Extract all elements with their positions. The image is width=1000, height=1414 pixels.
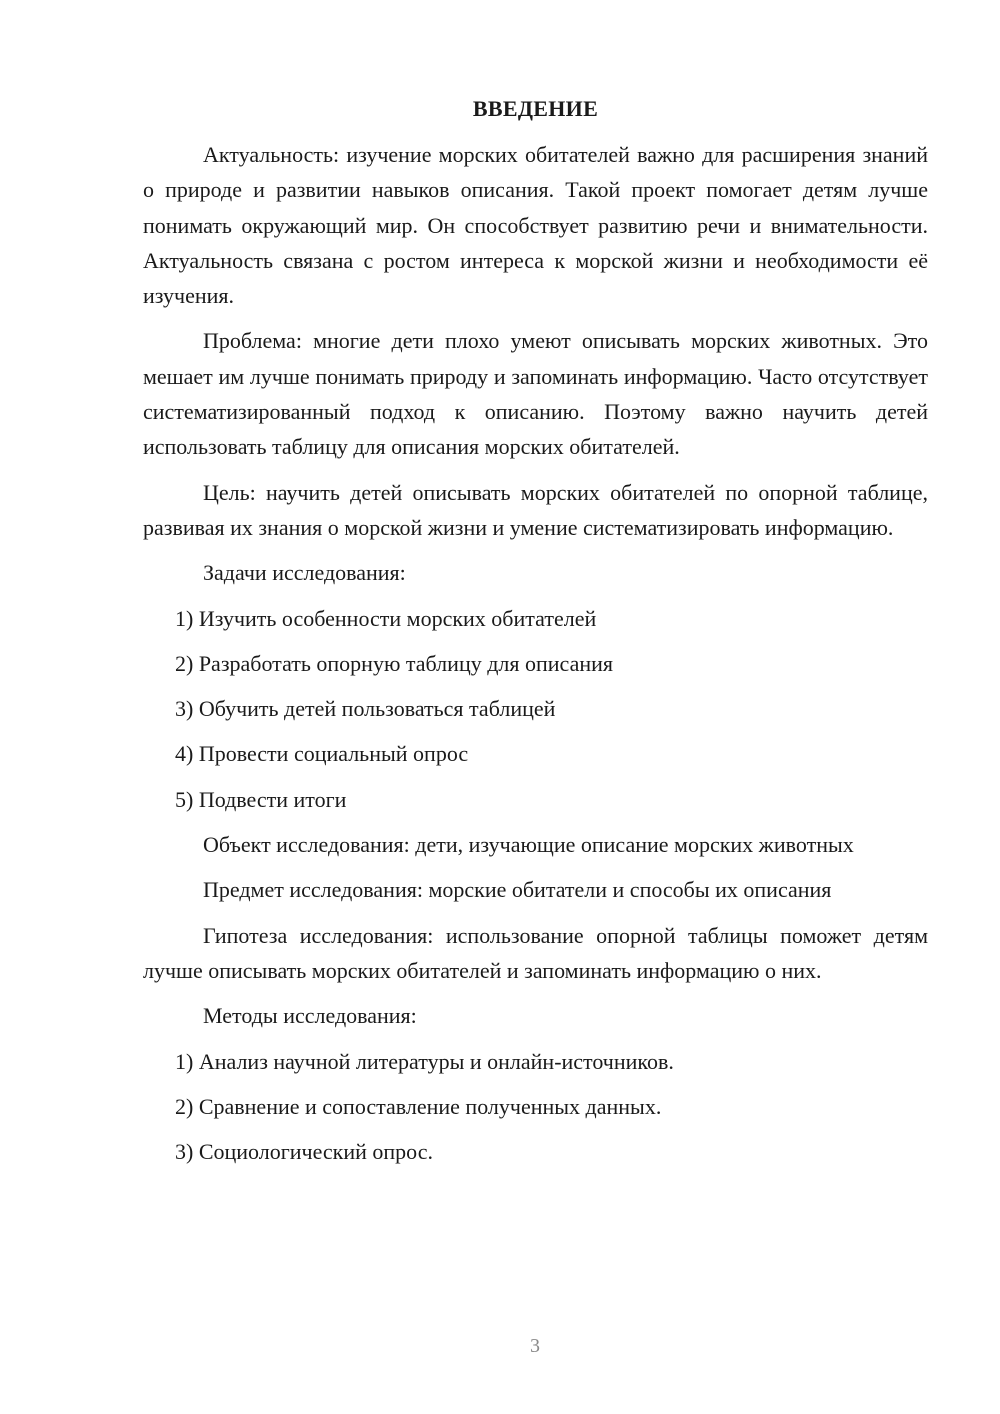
method-item: 3) Социологический опрос. [175,1139,433,1165]
section-title: ВВЕДЕНИЕ [472,96,599,121]
task-item: 5) Подвести итоги [175,786,347,812]
page-number: 3 [530,1335,540,1357]
relevance-paragraph: Актуальность: изучение морских обитателей важно для расширения знаний о природе и развитии навыков описания. Такой проект помогает детям лучше понимать окружающий мир. Он способствует развитию речи и внимательности. Актуальность связана с ростом интереса к морской жизни и необходимости её изучения. [143,142,928,309]
task-item: 2) Разработать опорную таблицу для описания [175,650,614,676]
goal-paragraph: Цель: научить детей описывать морских обитателей по опорной таблице, развивая их знания о морской жизни и умение систематизировать информацию. [143,479,928,540]
method-item: 2) Сравнение и сопоставление полученных данных. [175,1093,662,1119]
subject-paragraph: Предмет исследования: морские обитатели и способы их описания [203,877,832,903]
method-item: 1) Анализ научной литературы и онлайн-источников. [175,1048,674,1074]
task-item: 1) Изучить особенности морских обитателей [175,605,597,631]
hypothesis-paragraph: Гипотеза исследования: использование опорной таблицы поможет детям лучше описывать морских обитателей и запоминать информацию о них. [143,922,928,983]
methods-heading: Методы исследования: [203,1003,417,1029]
object-paragraph: Объект исследования: дети, изучающие описание морских животных [203,832,854,858]
task-item: 4) Провести социальный опрос [175,741,469,767]
document-page [143,93,928,1179]
problem-paragraph: Проблема: многие дети плохо умеют описывать морских животных. Это мешает им лучше понимать природу и запоминать информацию. Часто отсутствует систематизированный подход к описанию. Поэтому важно научить детей использовать таблицу для описания морских обитателей. [143,328,928,460]
task-item: 3) Обучить детей пользоваться таблицей [175,696,556,722]
tasks-heading: Задачи исследования: [203,560,406,586]
